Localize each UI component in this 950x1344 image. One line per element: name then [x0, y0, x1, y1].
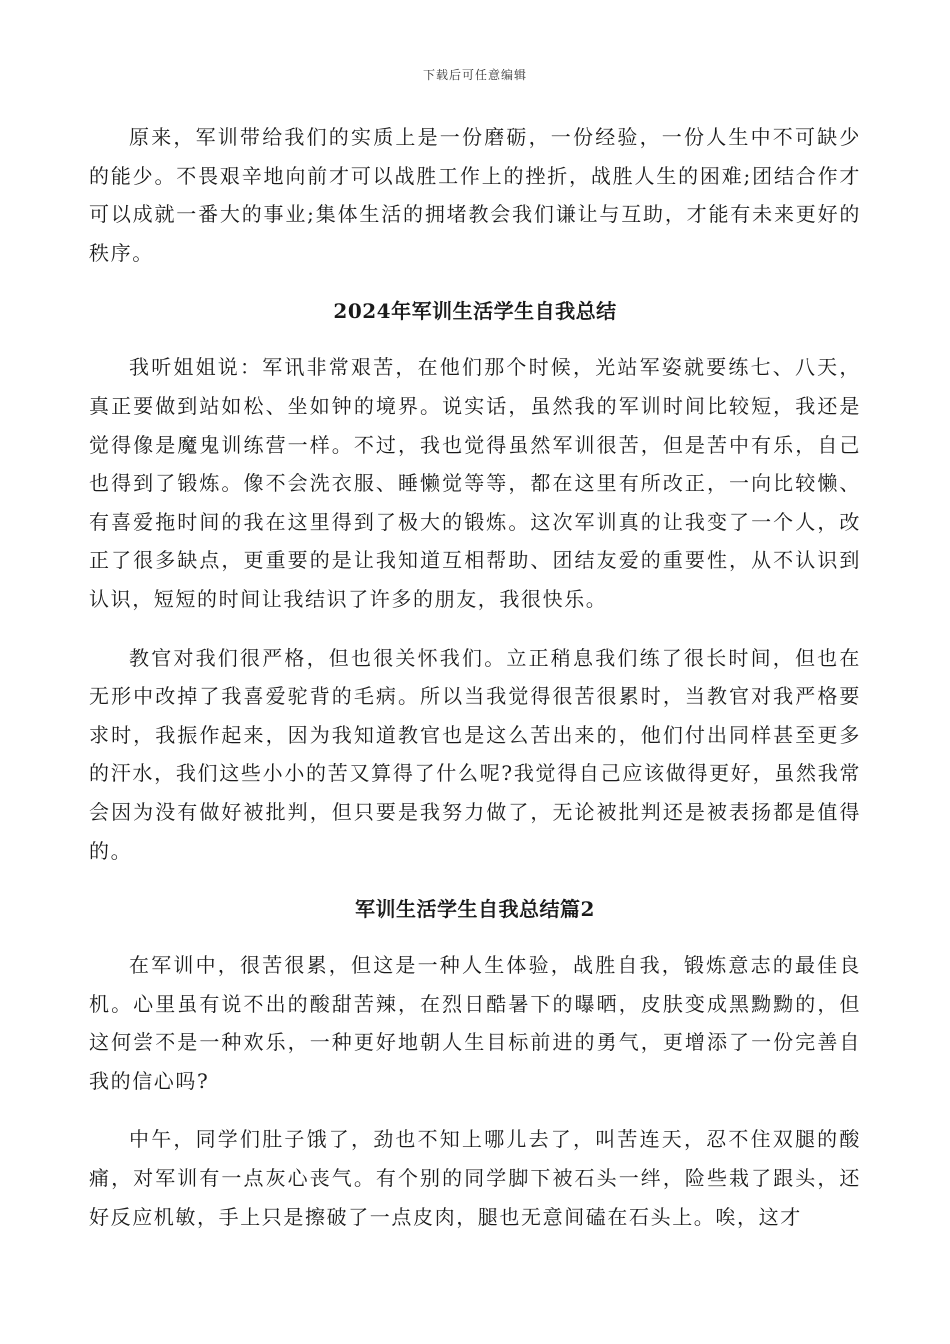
- paragraph-5: 中午，同学们肚子饿了，劲也不知上哪儿去了，叫苦连天，忍不住双腿的酸痛，对军训有一点灰心丧气。有个别的同学脚下被石头一绊，险些栽了跟头，还好反应机敏，手上只是擦破了一点皮肉，腿也无意间磕在石头上。唉，这才: [89, 1127, 861, 1229]
- section-heading-1: 2024年军训生活学生自我总结: [333, 299, 617, 324]
- paragraph-2: 我听姐姐说：军讯非常艰苦，在他们那个时候，光站军姿就要练七、八天，真正要做到站如松、坐如钟的境界。说实话，虽然我的军训时间比较短，我还是觉得像是魔鬼训练营一样。不过，我也觉得虽然军训很苦，但是苦中有乐，自己也得到了锻炼。像不会洗衣服、睡懒觉等等，都在这里有所改正，一向比较懒、有喜爱拖时间的我在这里得到了极大的锻炼。这次军训真的让我变了一个人，改正了很多缺点，更重要的是让我知道互相帮助、团结友爱的重要性，从不认识到认识，短短的时间让我结识了许多的朋友，我很快乐。: [89, 355, 861, 611]
- document-body: [89, 118, 861, 1256]
- header-note: 下载后可任意编辑: [422, 68, 527, 82]
- paragraph-3: 教官对我们很严格，但也很关怀我们。立正稍息我们练了很长时间，但也在无形中改掉了我喜爱驼背的毛病。所以当我觉得很苦很累时，当教官对我严格要求时，我振作起来，因为我知道教官也是这么苦出来的，他们付出同样甚至更多的汗水，我们这些小小的苦又算得了什么呢?我觉得自己应该做得更好，虽然我常会因为没有做好被批判，但只要是我努力做了，无论被批判还是被表扬都是值得的。: [89, 645, 861, 863]
- paragraph-1: 原来，军训带给我们的实质上是一份磨砺，一份经验，一份人生中不可缺少的能少。不畏艰辛地向前才可以战胜工作上的挫折，战胜人生的困难;团结合作才可以成就一番大的事业;集体生活的拥堵教会我们谦让与互助，才能有未来更好的秩序。: [89, 125, 861, 265]
- section-heading-2: 军训生活学生自我总结篇2: [355, 897, 595, 922]
- paragraph-4: 在军训中，很苦很累，但这是一种人生体验，战胜自我，锻炼意志的最佳良机。心里虽有说不出的酸甜苦辣，在烈日酷暑下的曝晒，皮肤变成黑黝黝的，但这何尝不是一种欢乐，一种更好地朝人生目标前进的勇气，更增添了一份完善自我的信心吗?: [89, 953, 861, 1093]
